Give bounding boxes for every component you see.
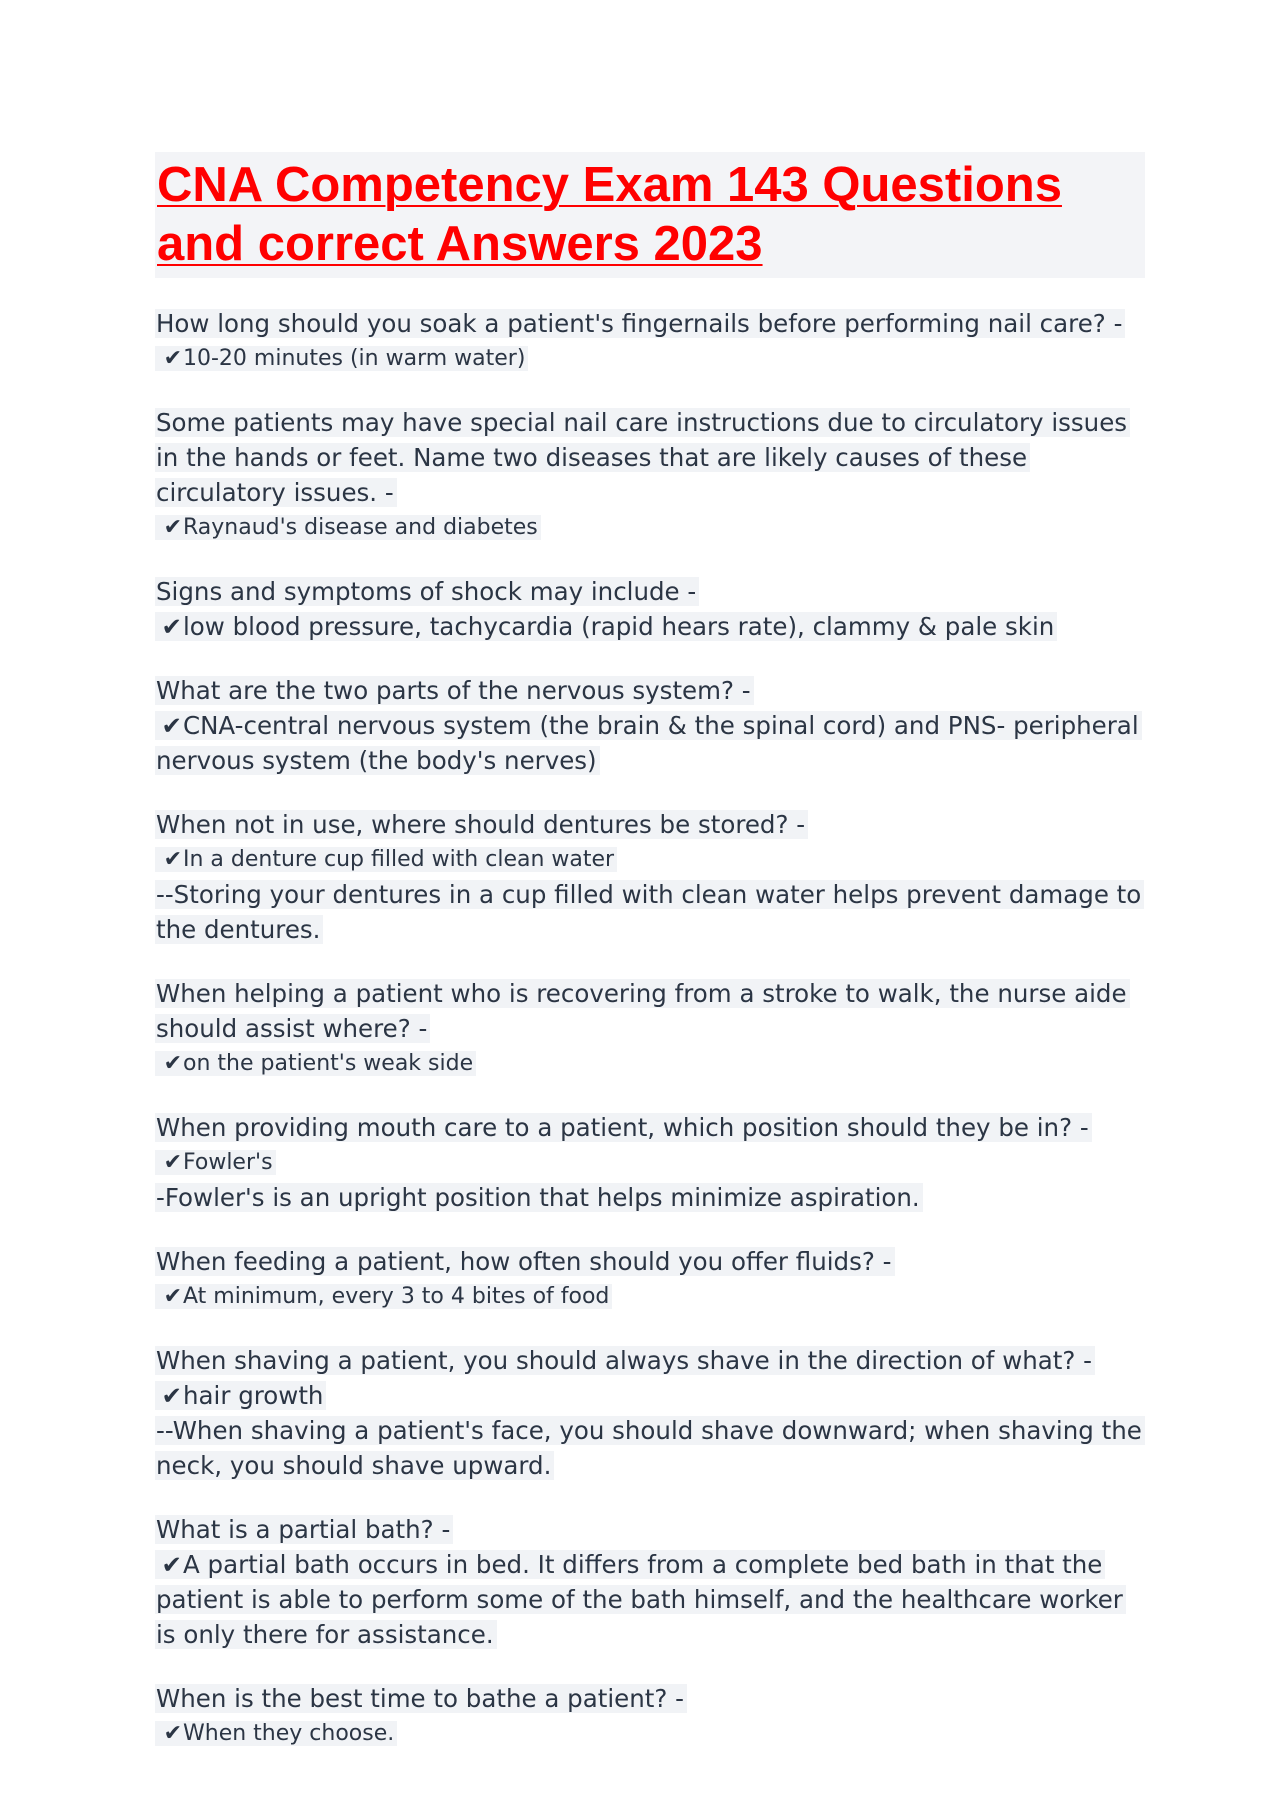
answer-text: ✔low blood pressure, tachycardia (rapid hears rate), clammy & pale skin — [155, 609, 1145, 644]
question-text: What are the two parts of the nervous system? - — [155, 673, 1145, 708]
checkmark-icon: ✔ — [163, 1051, 182, 1076]
checkmark-icon: ✔ — [163, 346, 182, 371]
qa-item — [155, 976, 1145, 1081]
checkmark-icon: ✔ — [161, 1381, 182, 1410]
answer-note: -Fowler's is an upright position that helps minimize aspiration. — [155, 1180, 1145, 1215]
checkmark-icon: ✔ — [161, 1550, 182, 1579]
answer-text: ✔At minimum, every 3 to 4 bites of food — [155, 1279, 1145, 1314]
answer-note: --When shaving a patient's face, you should shave downward; when shaving the neck, you should shave upward. — [155, 1413, 1145, 1483]
question-text: What is a partial bath? - — [155, 1512, 1145, 1547]
question-text: Signs and symptoms of shock may include - — [155, 574, 1145, 609]
qa-item — [155, 1681, 1145, 1751]
qa-item — [155, 405, 1145, 545]
answer-text: ✔hair growth — [155, 1378, 1145, 1413]
qa-item — [155, 1244, 1145, 1314]
checkmark-icon: ✔ — [161, 711, 182, 740]
qa-item — [155, 673, 1145, 778]
question-text: When providing mouth care to a patient, which position should they be in? - — [155, 1110, 1145, 1145]
document-page — [155, 152, 1145, 1780]
checkmark-icon: ✔ — [163, 1150, 182, 1175]
checkmark-icon: ✔ — [161, 612, 182, 641]
answer-note: --Storing your dentures in a cup filled with clean water helps prevent damage to the dentures. — [155, 877, 1145, 947]
qa-item — [155, 1343, 1145, 1483]
answer-text: ✔Fowler's — [155, 1145, 1145, 1180]
answer-text: ✔CNA-central nervous system (the brain & the spinal cord) and PNS- peripheral nervous system (the body's nerves) — [155, 708, 1145, 778]
answer-text: ✔In a denture cup filled with clean water — [155, 842, 1145, 877]
answer-text: ✔on the patient's weak side — [155, 1046, 1145, 1081]
question-text: When is the best time to bathe a patient? - — [155, 1681, 1145, 1716]
question-text: How long should you soak a patient's fingernails before performing nail care? - — [155, 306, 1145, 341]
question-text: When not in use, where should dentures be stored? - — [155, 807, 1145, 842]
checkmark-icon: ✔ — [163, 515, 182, 540]
qa-item — [155, 306, 1145, 376]
qa-item — [155, 807, 1145, 947]
qa-item — [155, 1110, 1145, 1215]
checkmark-icon: ✔ — [163, 1284, 182, 1309]
checkmark-icon: ✔ — [163, 847, 182, 872]
question-text: When shaving a patient, you should always shave in the direction of what? - — [155, 1343, 1145, 1378]
qa-item — [155, 574, 1145, 644]
question-text: Some patients may have special nail care instructions due to circulatory issues in the hands or feet. Name two diseases that are likely causes of these circulatory issues. - — [155, 405, 1145, 510]
title-box — [155, 152, 1145, 278]
checkmark-icon: ✔ — [163, 1721, 182, 1746]
answer-text: ✔Raynaud's disease and diabetes — [155, 510, 1145, 545]
document-title: CNA Competency Exam 143 Questions and correct Answers 2023 — [157, 158, 1062, 271]
qa-item — [155, 1512, 1145, 1652]
question-text: When helping a patient who is recovering from a stroke to walk, the nurse aide should assist where? - — [155, 976, 1145, 1046]
answer-text: ✔10-20 minutes (in warm water) — [155, 341, 1145, 376]
answer-text: ✔A partial bath occurs in bed. It differs from a complete bed bath in that the patient is able to perform some of the bath himself, and the healthcare worker is only there for assistance. — [155, 1547, 1145, 1652]
answer-text: ✔When they choose. — [155, 1716, 1145, 1751]
question-text: When feeding a patient, how often should you offer fluids? - — [155, 1244, 1145, 1279]
